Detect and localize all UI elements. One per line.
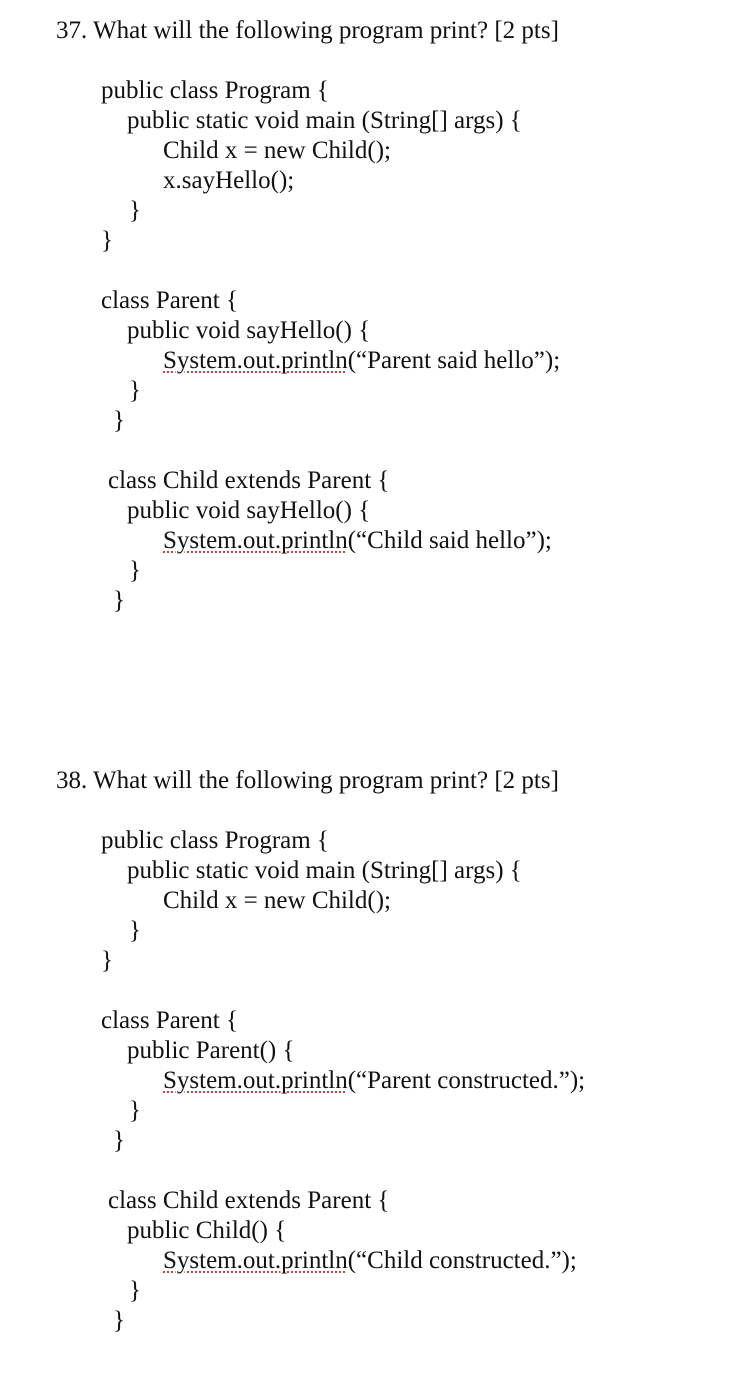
code-line: } xyxy=(113,587,125,614)
code-line: public static void main (String[] args) { xyxy=(127,857,522,884)
code-line: public class Program { xyxy=(101,77,329,104)
code-line: } xyxy=(101,947,113,974)
code-line: } xyxy=(113,1127,125,1154)
code-line: class Parent { xyxy=(101,287,238,314)
code-line: } xyxy=(129,1097,141,1124)
code-text: (“Child said hello”); xyxy=(347,527,552,554)
code-line: } xyxy=(129,377,141,404)
code-line xyxy=(163,526,552,556)
code-line xyxy=(163,346,560,376)
code-line: class Parent { xyxy=(101,1007,238,1034)
code-line: public class Program { xyxy=(101,827,329,854)
code-line: public void sayHello() { xyxy=(127,317,371,344)
spellcheck-underlined-text: System.out.println xyxy=(163,347,348,374)
code-line: } xyxy=(129,557,141,584)
code-line: x.sayHello(); xyxy=(163,167,295,194)
code-line xyxy=(163,1066,585,1096)
code-line: } xyxy=(113,407,125,434)
code-line: public Child() { xyxy=(127,1217,287,1244)
code-line: } xyxy=(113,1307,125,1334)
spellcheck-underlined-text: System.out.println xyxy=(163,527,348,554)
code-line: } xyxy=(129,197,141,224)
code-line: Child x = new Child(); xyxy=(163,887,391,914)
code-line: Child x = new Child(); xyxy=(163,137,391,164)
code-line: public Parent() { xyxy=(127,1037,295,1064)
code-text: (“Child constructed.”); xyxy=(347,1247,577,1274)
code-line: } xyxy=(101,227,113,254)
question-38-heading: 38. What will the following program print? [2 pts] xyxy=(56,767,559,794)
code-text: (“Parent constructed.”); xyxy=(347,1067,586,1094)
code-text: (“Parent said hello”); xyxy=(347,347,561,374)
code-line: public void sayHello() { xyxy=(127,497,371,524)
code-line: } xyxy=(129,1277,141,1304)
question-37-heading: 37. What will the following program print? [2 pts] xyxy=(56,17,559,44)
code-line: } xyxy=(129,917,141,944)
code-line: public static void main (String[] args) { xyxy=(127,107,522,134)
spellcheck-underlined-text: System.out.println xyxy=(163,1067,348,1094)
code-line: class Child extends Parent { xyxy=(108,1187,390,1214)
spellcheck-underlined-text: System.out.println xyxy=(163,1247,348,1274)
code-line: class Child extends Parent { xyxy=(108,467,390,494)
code-line xyxy=(163,1246,577,1276)
